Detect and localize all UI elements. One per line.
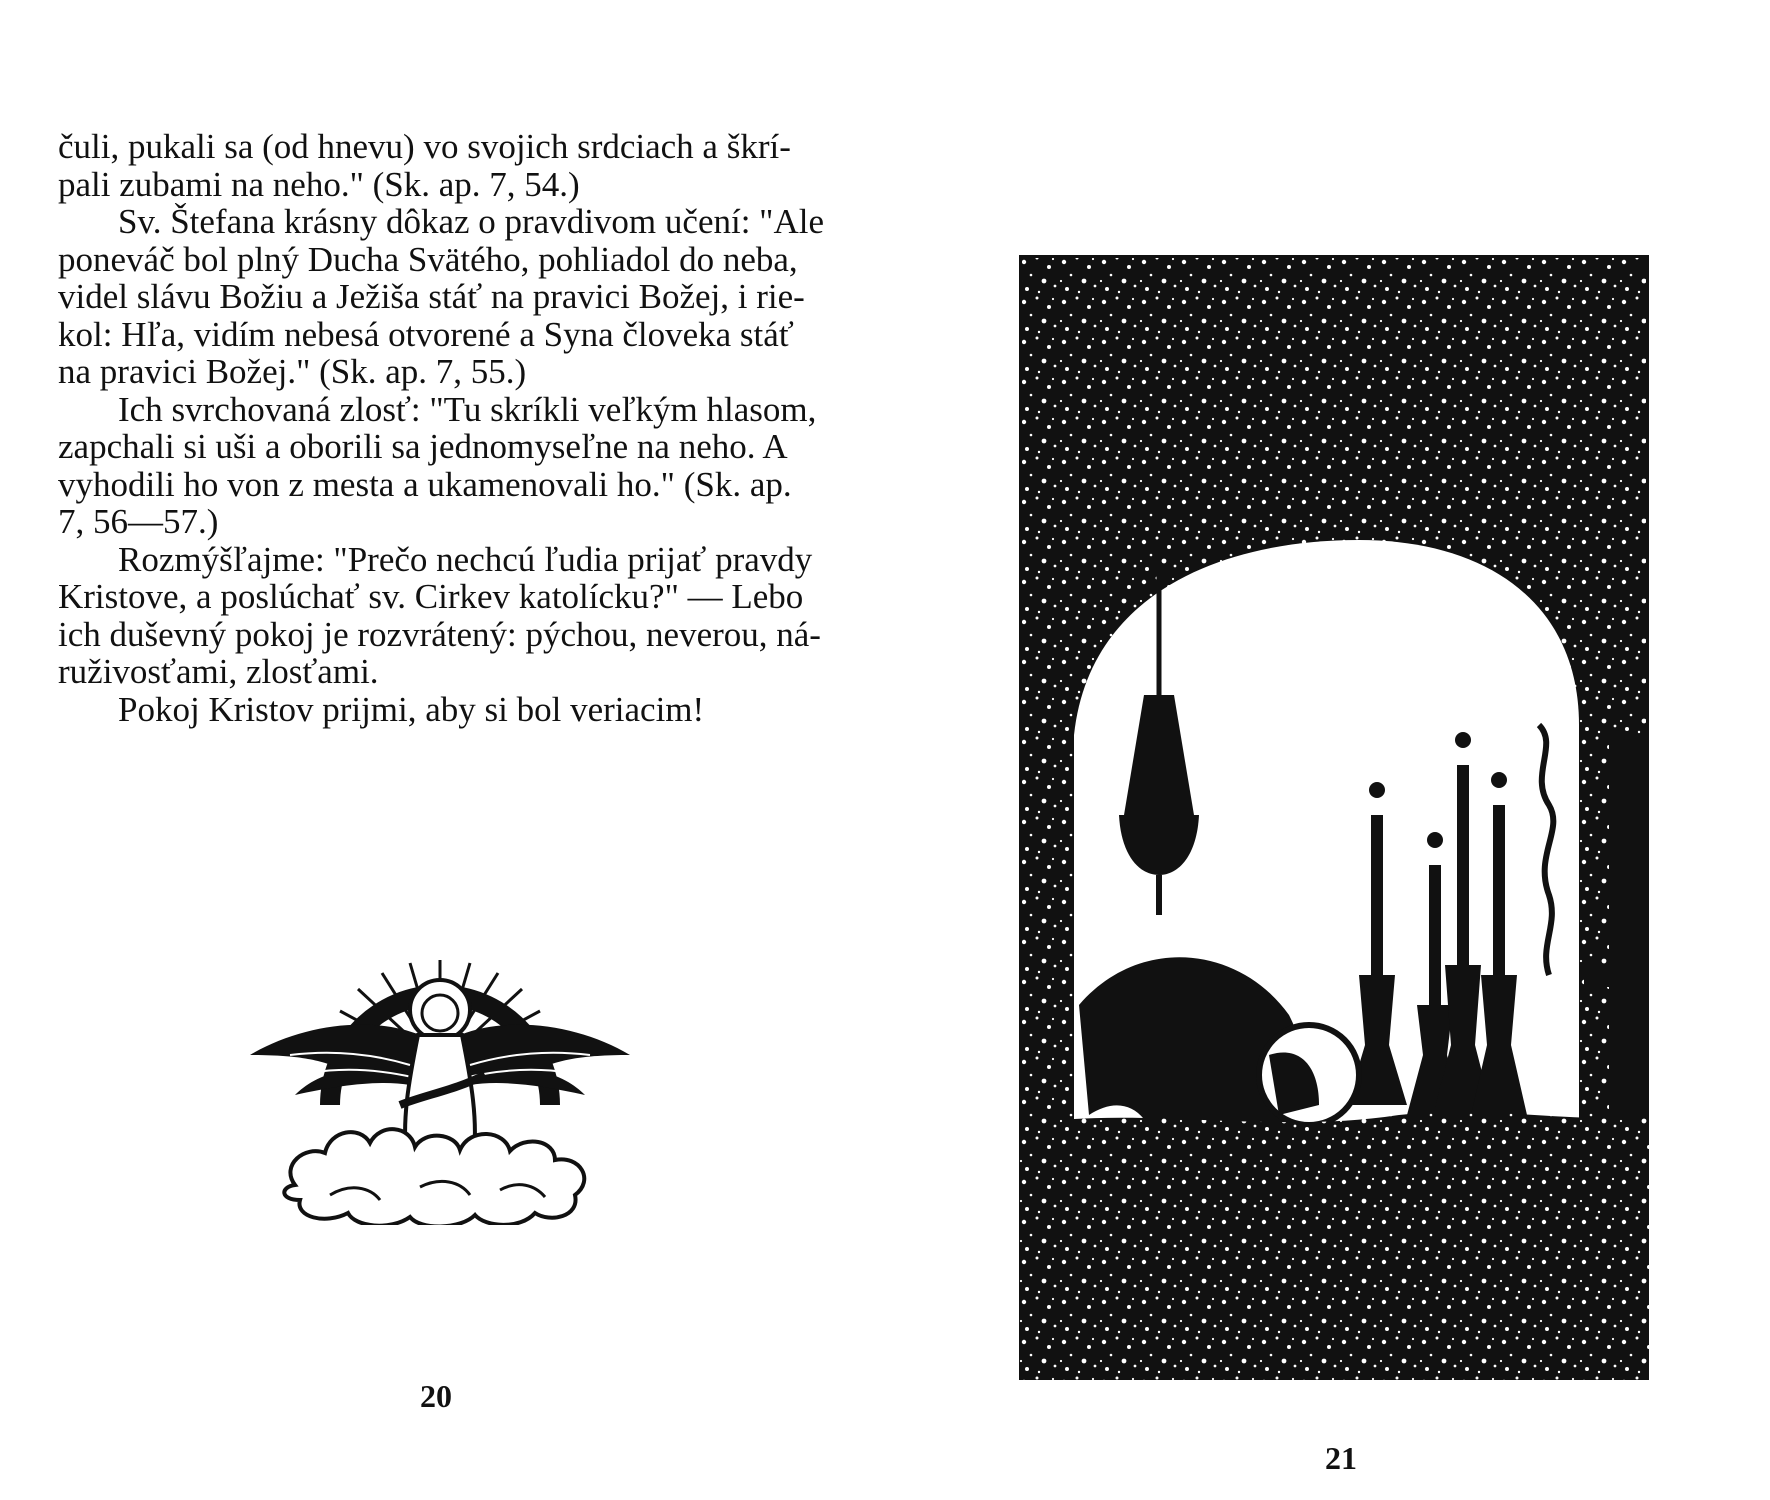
text-line: na pravici Božej." (Sk. ap. 7, 55.) <box>58 352 527 391</box>
right-page <box>885 0 1770 1500</box>
text-line: kol: Hľa, vidím nebesá otvorené a Syna človeka stáť <box>58 314 794 354</box>
text-line: vyhodili ho von z mesta a ukamenovali ho." (Sk. ap. <box>58 464 792 504</box>
page-number: 20 <box>420 1378 452 1414</box>
text-line: pali zubami na neho." (Sk. ap. 7, 54.) <box>58 164 580 204</box>
text-line: ruživosťami, zlosťami. <box>58 652 379 691</box>
text-line: Kristove, a poslúchať sv. Cirkev katolícku?" — Lebo <box>58 577 804 616</box>
text-line: poneváč bol plný Ducha Svätého, pohliadol do neba, <box>58 239 798 279</box>
page-number: 21 <box>1325 1440 1357 1476</box>
altar-arch-illustration <box>1019 255 1649 1380</box>
text-line: videl slávu Božiu a Ježiša stáť na pravici Božej, i rie- <box>58 277 805 316</box>
text-line: zapchali si uši a oborili sa jednomyseľne na neho. A <box>58 427 788 466</box>
text-line: Sv. Štefana krásny dôkaz o pravdivom učení: "Ale <box>118 202 824 241</box>
angel-on-cloud-icon <box>250 955 630 1225</box>
text-line: 7, 56—57.) <box>58 502 219 541</box>
text-line: Ich svrchovaná zlosť: "Tu skríkli veľkým hlasom, <box>118 389 817 429</box>
text-line: Rozmýšľajme: "Prečo nechcú ľudia prijať pravdy <box>118 539 813 579</box>
text-line: ich duševný pokoj je rozvrátený: pýchou, neverou, ná- <box>58 614 821 654</box>
body-text <box>58 128 830 728</box>
text-line: čuli, pukali sa (od hnevu) vo svojich srdciach a škrí- <box>58 127 791 166</box>
text-line: Pokoj Kristov prijmi, aby si bol veriacim! <box>118 689 705 729</box>
